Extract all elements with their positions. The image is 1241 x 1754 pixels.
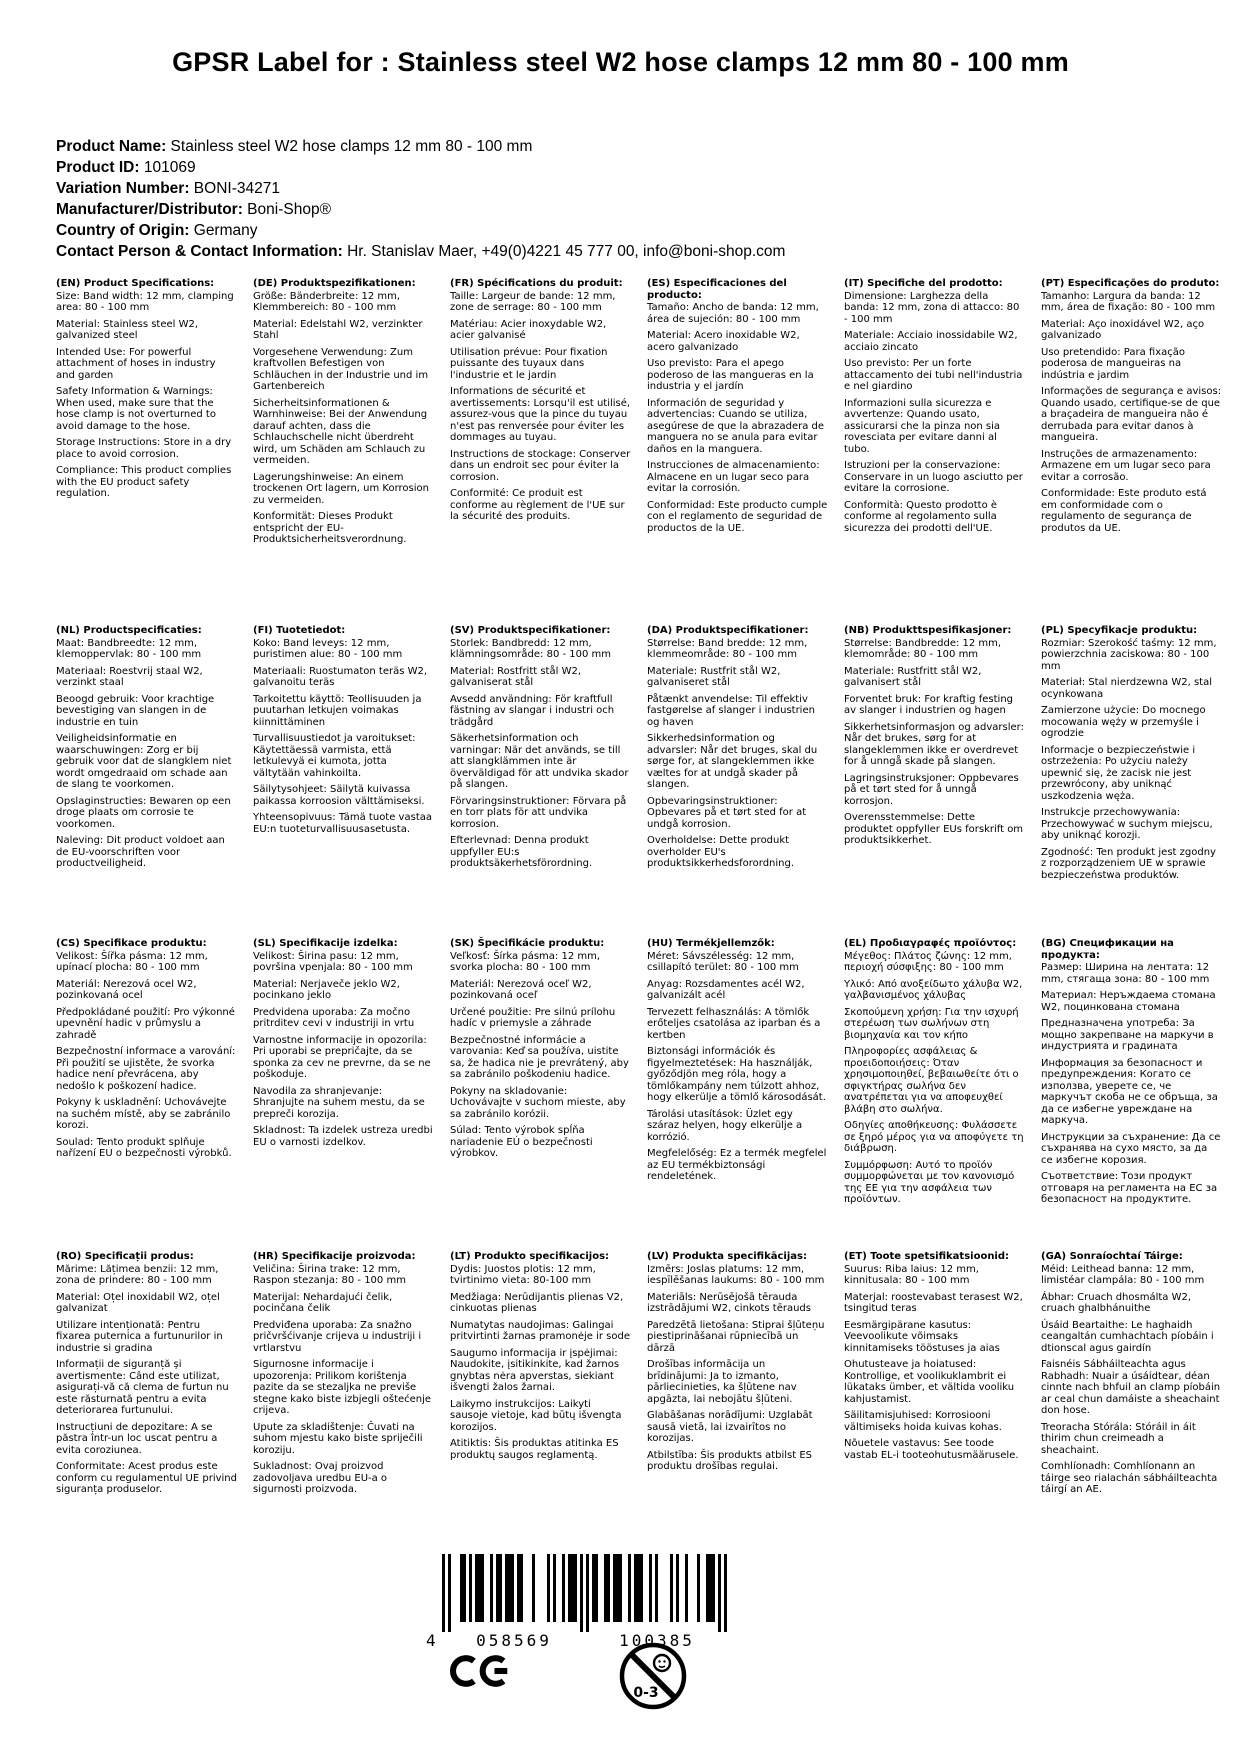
spec-paragraph: Size: Band width: 12 mm, clamping area: 80 - 100 mm: [56, 290, 234, 313]
spec-block-nb: [844, 625, 1025, 852]
spec-paragraph: Größe: Bänderbreite: 12 mm, Klemmbereich: 80 - 100 mm: [253, 290, 401, 313]
spec-block-hu: [647, 938, 828, 1188]
spec-block-header: (PL) Specyfikacje produktu:: [1041, 625, 1198, 636]
spec-block-header: (DE) Produktspezifikationen:: [253, 278, 416, 289]
spec-paragraph: Forventet bruk: For kraftig festing av slanger i industrien og hagen: [844, 693, 1014, 716]
spec-paragraph: Compliance: This product complies with the EU product safety regulation.: [56, 465, 232, 499]
spec-paragraph: Naleving: Dit product voldoet aan de EU-voorschriften voor productveiligheid.: [56, 835, 225, 869]
spec-paragraph: Intended Use: For powerful attachment of hoses in industry and garden: [56, 346, 216, 381]
product-info-label: Manufacturer/Distributor:: [56, 201, 243, 218]
spec-block-lv: [647, 1251, 828, 1478]
spec-block-header: (EL) Προδιαγραφές προϊόντος:: [844, 938, 1017, 949]
page-title: GPSR Label for : Stainless steel W2 hose clamps 12 mm 80 - 100 mm: [172, 47, 1069, 77]
spec-paragraph: Taille: Largeur de bande: 12 mm, zone de serrage: 80 - 100 mm: [450, 290, 616, 313]
spec-paragraph: Материал: Неръждаема стомана W2, поцинкована стомана: [1041, 990, 1216, 1013]
spec-block-header: (DA) Produktspecifikationer:: [647, 625, 809, 636]
spec-paragraph: Drošības informācija un brīdinājumi: Ja to izmanto, pārliecinieties, ka šļūtene nav apgāzta, lai nebojātu šļūteni.: [647, 1359, 797, 1405]
spec-block-header: (PT) Especificações do produto:: [1041, 278, 1220, 289]
spec-block-pt: [1041, 278, 1222, 539]
product-info-row: [56, 136, 785, 157]
spec-row-1: [56, 278, 1241, 551]
spec-paragraph: Faisnéis Sábháilteachta agus Rabhadh: Nuair a úsáidtear, déan cinnte nach bhfuil an clamp píobáin ar ceal chun damáiste a sheachaint don hose.: [1041, 1359, 1221, 1416]
product-info-value: BONI-34271: [189, 180, 280, 197]
spec-block-cs: [56, 938, 237, 1165]
spec-paragraph: Säilytysohjeet: Säilytä kuivassa paikassa korroosion välttämiseksi.: [253, 784, 425, 807]
age-warning-label: 0-3: [633, 1685, 659, 1701]
spec-paragraph: Suurus: Riba laius: 12 mm, kinnitusala: 80 - 100 mm: [844, 1263, 979, 1286]
spec-paragraph: Material: Stainless steel W2, galvanized steel: [56, 318, 199, 341]
spec-paragraph: Zgodność: Ten produkt jest zgodny z rozporządzeniem UE w sprawie bezpieczeństwa produktów.: [1041, 846, 1216, 881]
barcode-digit-first: 4: [426, 1631, 439, 1650]
spec-block-header: (NB) Produkttspesifikasjoner:: [844, 625, 1012, 636]
ce-mark-icon: [450, 1648, 512, 1698]
spec-paragraph: Medžiaga: Nerūdijantis plienas V2, cinkuotas plienas: [450, 1291, 624, 1314]
spec-paragraph: Glabāšanas norādījumi: Uzglabāt sausā vietā, lai izvairītos no korozijas.: [647, 1410, 813, 1444]
spec-paragraph: Πληροφορίες ασφάλειας & προειδοποιήσεις: Όταν χρησιμοποιηθεί, βεβαιωθείτε ότι ο σφιγκτήρας σωλήνα δεν ανατρέπεται για να αποφευχθεί βλάβη στο σωλήνα.: [844, 1046, 1019, 1115]
product-info-row: [56, 220, 785, 241]
spec-paragraph: Materijal: Nehardajući čelik, pocinčana čelik: [253, 1291, 393, 1314]
barcode-bars: [442, 1554, 727, 1632]
spec-block-header: (EN) Product Specifications:: [56, 278, 215, 289]
spec-paragraph: Veiligheidsinformatie en waarschuwingen: Zorg er bij gebruik voor dat de slangklem niet wordt omgedraaid om schade aan de slang te voorkomen.: [56, 733, 232, 790]
spec-paragraph: Bezpečnostné informácie a varovania: Keď sa používa, uistite sa, že hadica nie je prevrátený, aby sa zabránilo poškodeniu hadice.: [450, 1034, 629, 1080]
product-info: [56, 136, 785, 262]
spec-block-header: (ET) Toote spetsifikatsioonid:: [844, 1251, 1010, 1262]
spec-block-header: (ES) Especificaciones del producto:: [647, 278, 787, 301]
product-info-row: [56, 241, 785, 262]
spec-paragraph: Conformidade: Este produto está em conformidade com o regulamento de segurança de produtos da UE.: [1041, 488, 1207, 534]
spec-paragraph: Laikymo instrukcijos: Laikyti sausoje vietoje, kad būtų išvengta korozijos.: [450, 1398, 622, 1433]
spec-paragraph: Størrelse: Band bredde: 12 mm, klemmeområde: 80 - 100 mm: [647, 637, 808, 660]
spec-paragraph: Sicherheitsinformationen & Warnhinweise: Bei der Anwendung darauf achten, dass die Schlauchschelle nicht überdreht wird, um Schäden am Schlauch zu vermeiden.: [253, 397, 428, 466]
spec-paragraph: Biztonsági információk és figyelmeztetések: Ha használják, győződjön meg róla, hogy a tömlőkampány nem túlzott ahhoz, hogy elkerülje a tömlő károsodását.: [647, 1046, 826, 1103]
product-info-row: [56, 178, 785, 199]
spec-paragraph: Conformidad: Este producto cumple con el reglamento de seguridad de productos de la UE.: [647, 499, 828, 534]
spec-paragraph: Μέγεθος: Πλάτος ζώνης: 12 mm, περιοχή σύσφιξης: 80 - 100 mm: [844, 950, 1012, 973]
spec-block-fi: [253, 625, 434, 840]
spec-paragraph: Συμμόρφωση: Αυτό το προϊόν συμμορφώνεται με τον κανονισμό της ΕΕ για την ασφάλεια των προϊόντων.: [844, 1159, 1015, 1205]
spec-paragraph: Vorgesehene Verwendung: Zum kraftvollen Befestigen von Schläuchen in der Industrie und im Gartenbereich: [253, 346, 429, 392]
spec-paragraph: Bezpečnostní informace a varování: Při použití se ujistěte, že svorka hadice není převrácena, aby nedošlo k poškození hadice.: [56, 1046, 236, 1092]
spec-paragraph: Material: Aço inoxidável W2, aço galvanizado: [1041, 318, 1205, 341]
spec-paragraph: Materiaal: Roestvrij staal W2, verzinkt staal: [56, 665, 203, 688]
spec-paragraph: Säkerhetsinformation och varningar: När det används, se till att slangklämmen inte är överväldigad för att undvika skador på slangen.: [450, 733, 629, 790]
spec-paragraph: Conformitate: Acest produs este conform cu regulamentul UE privind siguranța produselor.: [56, 1461, 237, 1495]
spec-block-ro: [56, 1251, 237, 1501]
spec-block-sl: [253, 938, 434, 1153]
spec-row-3: [56, 938, 1241, 1211]
spec-block-header: (CS) Specifikace produktu:: [56, 938, 207, 949]
spec-block-et: [844, 1251, 1025, 1466]
spec-block-sk: [450, 938, 631, 1165]
product-info-label: Product Name:: [56, 138, 167, 155]
product-info-row: [56, 199, 785, 220]
spec-paragraph: Overensstemmelse: Dette produktet oppfyller EUs forskrift om produktsikkerhet.: [844, 812, 1024, 846]
spec-paragraph: Comhlíonadh: Comhlíonann an táirge seo rialachán sábháilteachta táirgí an AE.: [1041, 1461, 1218, 1495]
spec-paragraph: Съответствие: Този продукт отговаря на регламента на ЕС за безопасност на продуктите.: [1041, 1171, 1218, 1205]
spec-paragraph: Informations de sécurité et avertissements: Lorsqu'il est utilisé, assurez-vous que la pince du tuyau n'est pas renversée pour éviter les dommages au tuyau.: [450, 386, 631, 443]
spec-block-header: (FI) Tuotetiedot:: [253, 625, 346, 636]
spec-paragraph: Uso previsto: Para el apego poderoso de las mangueras en la industria y el jardín: [647, 358, 814, 392]
spec-paragraph: Размер: Ширина на лентата: 12 mm, стягаща зона: 80 - 100 mm: [1041, 962, 1210, 985]
spec-paragraph: Υλικό: Από ανοξείδωτο χάλυβα W2, γαλβανισμένος χάλυβας: [844, 978, 1023, 1001]
spec-paragraph: Påtænkt anvendelse: Til effektiv fastgørelse af slanger i industrien og haven: [647, 693, 815, 728]
spec-paragraph: Numatytas naudojimas: Galingai pritvirtinti žarnas pramonėje ir sode: [450, 1319, 630, 1342]
spec-paragraph: Инструкции за съхранение: Да се съхранява на сухо място, за да се избегне корозия.: [1041, 1131, 1221, 1166]
spec-paragraph: Sukladnost: Ovaj proizvod zadovoljava uredbu EU-a o sigurnosti proizvoda.: [253, 1461, 388, 1495]
spec-paragraph: Overholdelse: Dette produkt overholder EU's produktsikkerhedsforordning.: [647, 835, 795, 869]
product-info-label: Country of Origin:: [56, 222, 190, 239]
spec-paragraph: Ábhar: Cruach dhosmálta W2, cruach ghalbhánuithe: [1041, 1291, 1192, 1314]
spec-paragraph: Zamierzone użycie: Do mocnego mocowania węży w przemyśle i ogrodzie: [1041, 705, 1206, 739]
spec-paragraph: Velikost: Širina pasu: 12 mm, površina vpenjala: 80 - 100 mm: [253, 950, 413, 973]
spec-paragraph: Beoogd gebruik: Voor krachtige bevestiging van slangen in de industrie en tuin: [56, 693, 215, 728]
spec-paragraph: Méid: Leithead banna: 12 mm, limistéar clampála: 80 - 100 mm: [1041, 1263, 1205, 1286]
product-info-label: Contact Person & Contact Information:: [56, 243, 343, 260]
spec-paragraph: Предназначена употреба: За мощно закрепване на маркучи в индустрията и градината: [1041, 1018, 1214, 1052]
spec-block-header: (FR) Spécifications du produit:: [450, 278, 623, 289]
spec-block-nl: [56, 625, 237, 875]
spec-paragraph: Instructions de stockage: Conserver dans un endroit sec pour éviter la corrosion.: [450, 448, 631, 483]
spec-paragraph: Materjal: roostevabast terasest W2, tsingitud teras: [844, 1291, 1023, 1314]
spec-block-da: [647, 625, 828, 875]
spec-paragraph: Størrelse: Bandbredde: 12 mm, klemområde: 80 - 100 mm: [844, 637, 1002, 660]
spec-paragraph: Avsedd användning: För kraftfull fästning av slangar i industri och trädgård: [450, 693, 615, 728]
spec-paragraph: Tamanho: Largura da banda: 12 mm, área de fixação: 80 - 100 mm: [1041, 290, 1216, 313]
spec-paragraph: Navodila za shranjevanje: Shranjujte na suhem mestu, da se prepreči korozija.: [253, 1085, 425, 1120]
spec-paragraph: Dimensione: Larghezza della banda: 12 mm, zona di attacco: 80 - 100 mm: [844, 290, 1020, 325]
spec-block-header: (BG) Спецификации на продукта:: [1041, 938, 1174, 961]
spec-paragraph: Tárolási utasítások: Üzlet egy száraz helyen, hogy elkerülje a korrózió.: [647, 1108, 803, 1143]
spec-paragraph: Yhteensopivuus: Tämä tuote vastaa EU:n tuoteturvallisuusasetusta.: [253, 812, 432, 835]
spec-block-header: (SV) Produktspecifikationer:: [450, 625, 611, 636]
product-info-value: Boni-Shop®: [242, 201, 331, 218]
spec-block-header: (GA) Sonraíochtaí Táirge:: [1041, 1251, 1183, 1262]
spec-block-en: [56, 278, 237, 505]
spec-paragraph: Lagerungshinweise: An einem trockenen Ort lagern, um Korrosion zu vermeiden.: [253, 471, 429, 506]
spec-paragraph: Veľkosť: Šírka pásma: 12 mm, svorka plocha: 80 - 100 mm: [450, 950, 601, 973]
spec-paragraph: Nõuetele vastavus: See toode vastab EL-i tooteohutusmäärusele.: [844, 1438, 1019, 1461]
spec-paragraph: Soulad: Tento produkt splňuje nařízení EU o bezpečnosti výrobků.: [56, 1136, 232, 1159]
spec-paragraph: Paredzētā lietošana: Stiprai šļūteņu piestiprināšanai rūpniecībā un dārzā: [647, 1319, 825, 1354]
spec-block-header: (LT) Produkto specifikacijos:: [450, 1251, 610, 1262]
spec-paragraph: Atitiktis: Šis produktas atitinka ES produktų saugos reglamentą.: [450, 1438, 619, 1461]
spec-paragraph: Информация за безопасност и предупреждения: Когато се използва, уверете се, че маркучът скоба не се обръща, за да се избегне увреждане на маркуча.: [1041, 1057, 1218, 1126]
spec-paragraph: Konformität: Dieses Produkt entspricht der EU-Produktsicherheitsverordnung.: [253, 511, 407, 545]
spec-paragraph: Megfelelőség: Ez a termék megfelel az EU termékbiztonsági rendeletének.: [647, 1148, 827, 1182]
spec-paragraph: Istruzioni per la conservazione: Conservare in un luogo asciutto per evitare la corrosione.: [844, 460, 1023, 494]
spec-paragraph: Informacje o bezpieczeństwie i ostrzeżenia: Po użyciu należy upewnić się, że zacisk nie jest przewrócony, aby uniknąć uszkodzenia węża.: [1041, 744, 1196, 802]
spec-paragraph: Utilisation prévue: Pour fixation puissante des tuyaux dans l'industrie et le jardin: [450, 346, 608, 381]
spec-block-header: (SK) Špecifikácie produktu:: [450, 938, 605, 949]
spec-paragraph: Matériau: Acier inoxydable W2, acier galvanisé: [450, 318, 607, 341]
spec-block-header: (IT) Specifiche del prodotto:: [844, 278, 1003, 289]
spec-paragraph: Koko: Band leveys: 12 mm, puristimen alue: 80 - 100 mm: [253, 637, 403, 660]
spec-paragraph: Sikkerhetsinformasjon og advarsler: Når det brukes, sørg for at slangeklemmen ikke er overdrevet for å unngå skade på slangen.: [844, 721, 1024, 767]
spec-paragraph: Tarkoitettu käyttö: Teollisuuden ja puutarhan letkujen voimakas kiinnittäminen: [253, 693, 422, 728]
spec-paragraph: Skladnost: Ta izdelek ustreza uredbi EU o varnosti izdelkov.: [253, 1125, 433, 1148]
spec-paragraph: Utilizare intenționată: Pentru fixarea puternica a furtunurilor in industrie si gradina: [56, 1319, 223, 1354]
product-info-value: 101069: [139, 159, 196, 176]
spec-paragraph: Veličina: Širina trake: 12 mm, Raspon stezanja: 80 - 100 mm: [253, 1263, 406, 1286]
spec-paragraph: Οδηγίες αποθήκευσης: Φυλάσσετε σε ξηρό μέρος για να αποφύγετε τη διάβρωση.: [844, 1120, 1024, 1154]
spec-block-de: [253, 278, 434, 551]
spec-paragraph: Předpokládané použití: Pro výkonné upevnění hadic v průmyslu a zahradě: [56, 1006, 235, 1041]
spec-block-bg: [1041, 938, 1222, 1211]
spec-paragraph: Materiale: Acciaio inossidabile W2, acciaio zincato: [844, 330, 1018, 353]
spec-paragraph: Predviđena uporaba: Za snažno pričvršćivanje crijeva u industriji i vrtlarstvu: [253, 1319, 422, 1354]
spec-paragraph: Mărime: Lățimea benzii: 12 mm, zona de prindere: 80 - 100 mm: [56, 1263, 219, 1286]
product-info-label: Variation Number:: [56, 180, 190, 197]
spec-paragraph: Material: Nerjaveče jeklo W2, pocinkano jeklo: [253, 978, 400, 1001]
spec-row-4: [56, 1251, 1241, 1501]
spec-paragraph: Eesmärgipärane kasutus: Veevoolikute võimsaks kinnitamiseks tööstuses ja aias: [844, 1319, 1000, 1354]
spec-paragraph: Información de seguridad y advertencias: Cuando se utiliza, asegúrese de que la abrazadera de manguera no se anula para evitar daños en la manguera.: [647, 397, 825, 455]
spec-paragraph: Tervezett felhasználás: A tömlők erőteljes csatolása az iparban és a kertben: [647, 1006, 821, 1041]
spec-paragraph: Maat: Bandbreedte: 12 mm, klemoppervlak: 80 - 100 mm: [56, 637, 202, 660]
spec-paragraph: Säilitamisjuhised: Korrosiooni vältimiseks hoida kuivas kohas.: [844, 1410, 1002, 1433]
spec-block-pl: [1041, 625, 1222, 886]
spec-paragraph: Materiaali: Ruostumaton teräs W2, galvanoitu teräs: [253, 665, 428, 688]
spec-block-sv: [450, 625, 631, 875]
product-info-value: Hr. Stanislav Maer, +49(0)4221 45 777 00, info@boni-shop.com: [342, 243, 786, 260]
spec-block-es: [647, 278, 828, 539]
spec-paragraph: Velikost: Šířka pásma: 12 mm, upínací plocha: 80 - 100 mm: [56, 950, 208, 973]
spec-paragraph: Materiale: Rustfritt stål W2, galvanisert stål: [844, 665, 982, 688]
spec-paragraph: Varnostne informacije in opozorila: Pri uporabi se prepričajte, da se sponka za cev ne prevrne, da se ne poškoduje.: [253, 1034, 431, 1080]
spec-paragraph: Material: Edelstahl W2, verzinkter Stahl: [253, 318, 423, 341]
spec-block-fr: [450, 278, 631, 528]
spec-block-lt: [450, 1251, 631, 1466]
spec-paragraph: Izmērs: Joslas platums: 12 mm, iespīlēšanas laukums: 80 - 100 mm: [647, 1263, 825, 1286]
spec-paragraph: Instruções de armazenamento: Armazene em um lugar seco para evitar a corrosão.: [1041, 448, 1211, 483]
spec-paragraph: Σκοπούμενη χρήση: Για την ισχυρή στερέωση των σωλήνων στη βιομηχανία και τον κήπο: [844, 1006, 1019, 1041]
age-warning-0-3-icon: [618, 1641, 688, 1715]
spec-paragraph: Förvaringsinstruktioner: Förvara på en torr plats för att undvika korrosion.: [450, 795, 627, 830]
spec-paragraph: Materiāls: Nerūsējošā tērauda izstrādājumi W2, cinkots tērauds: [647, 1291, 811, 1314]
spec-paragraph: Material: Rostfritt stål W2, galvaniserat stål: [450, 665, 581, 688]
spec-paragraph: Safety Information & Warnings: When used, make sure that the hose clamp is not overturned to avoid damage to the hose.: [56, 386, 216, 432]
spec-paragraph: Pokyny na skladovanie: Uchovávajte v suchom mieste, aby sa zabránilo korózii.: [450, 1085, 626, 1120]
barcode-digits-left: 058569: [476, 1631, 552, 1650]
spec-paragraph: Materiale: Rustfrit stål W2, galvaniseret stål: [647, 665, 781, 688]
spec-block-header: (NL) Productspecificaties:: [56, 625, 202, 636]
spec-paragraph: Ohutusteave ja hoiatused: Kontrollige, et voolikuklambrit ei lükataks ümber, et vältida vooliku kahjustamist.: [844, 1359, 1015, 1405]
spec-block-header: (HU) Termékjellemzők:: [647, 938, 775, 949]
spec-block-header: (LV) Produkta specifikācijas:: [647, 1251, 807, 1262]
spec-paragraph: Materiál: Nerezová ocel W2, pozinkovaná ocel: [56, 978, 197, 1001]
product-info-value: Stainless steel W2 hose clamps 12 mm 80 - 100 mm: [166, 138, 533, 155]
spec-paragraph: Pokyny k uskladnění: Uchovávejte na suchém místě, aby se zabránilo korozi.: [56, 1097, 231, 1131]
spec-paragraph: Turvallisuustiedot ja varoitukset: Käytettäessä varmista, että letkulevyä ei kumota, jotta vältytään vahinkoilta.: [253, 733, 416, 779]
spec-block-header: (HR) Specifikacije proizvoda:: [253, 1251, 416, 1262]
spec-paragraph: Conformité: Ce produit est conforme au règlement de l'UE sur la sécurité des produits.: [450, 488, 625, 522]
spec-paragraph: Anyag: Rozsdamentes acél W2, galvanizált acél: [647, 978, 805, 1001]
spec-paragraph: Upute za skladištenje: Čuvati na suhom mjestu kako biste spriječili koroziju.: [253, 1421, 423, 1456]
spec-block-hr: [253, 1251, 434, 1501]
spec-paragraph: Treoracha Stórála: Stóráil in áit thirim chun creimeadh a sheachaint.: [1041, 1421, 1196, 1456]
spec-paragraph: Material: Oțel inoxidabil W2, oțel galvanizat: [56, 1291, 220, 1314]
spec-paragraph: Atbilstība: Šis produkts atbilst ES produktu drošības regulai.: [647, 1449, 813, 1472]
spec-paragraph: Určené použitie: Pre silnú prílohu hadíc v priemysle a záhrade: [450, 1006, 616, 1029]
spec-paragraph: Saugumo informacija ir įspėjimai: Naudokite, įsitikinkite, kad žarnos gnybtas nėra apverstas, siekiant išvengti žalos žarnai.: [450, 1347, 620, 1393]
spec-paragraph: Sikkerhedsinformation og advarsler: Når det bruges, skal du sørge for, at slangeklemmen ikke væltes for at undgå skader på slangen.: [647, 733, 818, 790]
spec-paragraph: Efterlevnad: Denna produkt uppfyller EU:s produktsäkerhetsförordning.: [450, 835, 593, 869]
spec-block-header: (SL) Specifikacije izdelka:: [253, 938, 398, 949]
spec-paragraph: Opslaginstructies: Bewaren op een droge plaats om corrosie te voorkomen.: [56, 795, 231, 830]
spec-paragraph: Conformità: Questo prodotto è conforme al regolamento sulla sicurezza dei prodotti dell'UE.: [844, 499, 998, 534]
spec-paragraph: Sigurnosne informacije i upozorenja: Prilikom korištenja pazite da se stezaljka ne previše stegne kako biste izbjegli oštećenje crijeva.: [253, 1359, 432, 1416]
spec-paragraph: Méret: Sávszélesség: 12 mm, csillapító terület: 80 - 100 mm: [647, 950, 799, 973]
spec-paragraph: Material: Acero inoxidable W2, acero galvanizado: [647, 330, 800, 353]
baby-face-glyph: [654, 1655, 670, 1671]
spec-paragraph: Instrukcje przechowywania: Przechowywać w suchym miejscu, aby uniknąć korozji.: [1041, 807, 1213, 841]
spec-block-el: [844, 938, 1025, 1211]
spec-paragraph: Informações de segurança e avisos: Quando usado, certifique-se de que a braçadeira de mangueira não é derrubada para evitar danos à mangueira.: [1041, 386, 1222, 443]
product-info-value: Germany: [189, 222, 258, 239]
spec-paragraph: Uso previsto: Per un forte attaccamento dei tubi nell'industria e nel giardino: [844, 358, 1023, 392]
product-info-row: [56, 157, 785, 178]
spec-paragraph: Rozmiar: Szerokość taśmy: 12 mm, powierzchnia zaciskowa: 80 - 100 mm: [1041, 637, 1217, 672]
spec-paragraph: Informații de siguranță și avertismente: Când este utilizat, asigurați-vă că clema de furtun nu este răsturnată pentru a evita deteriorarea furtunului.: [56, 1359, 229, 1416]
spec-paragraph: Úsáid Beartaithe: Le haghaidh ceangaltán cumhachtach píobáin i dtionscal agus gairdín: [1041, 1319, 1214, 1354]
spec-paragraph: Predvidena uporaba: Za močno pritrditev cevi v industriji in vrtu: [253, 1006, 415, 1029]
spec-paragraph: Opbevaringsinstruktioner: Opbevares på et tørt sted for at undgå korrosion.: [647, 795, 807, 830]
ean13-barcode: [424, 1554, 736, 1650]
spec-paragraph: Storlek: Bandbredd: 12 mm, klämningsområde: 80 - 100 mm: [450, 637, 612, 660]
spec-paragraph: Storage Instructions: Store in a dry place to avoid corrosion.: [56, 437, 232, 460]
spec-block-ga: [1041, 1251, 1222, 1501]
spec-paragraph: Instrucțiuni de depozitare: A se păstra într-un loc uscat pentru a evita coroziunea.: [56, 1421, 218, 1456]
spec-paragraph: Instrucciones de almacenamiento: Almacene en un lugar seco para evitar la corrosión.: [647, 460, 820, 494]
spec-paragraph: Materiál: Nerezová oceľ W2, pozinkovaná oceľ: [450, 978, 592, 1001]
spec-paragraph: Lagringsinstruksjoner: Oppbevares på et tørt sted for å unngå korrosjon.: [844, 772, 1019, 807]
spec-block-it: [844, 278, 1025, 539]
spec-paragraph: Uso pretendido: Para fixação poderosa de mangueiras na indústria e jardim: [1041, 346, 1185, 381]
spec-paragraph: Materiał: Stal nierdzewna W2, stal ocynkowana: [1041, 677, 1213, 700]
barcode-digits-right: 100385: [619, 1631, 695, 1650]
spec-paragraph: Dydis: Juostos plotis: 12 mm, tvirtinimo vieta: 80-100 mm: [450, 1263, 596, 1286]
spec-paragraph: Informazioni sulla sicurezza e avvertenze: Quando usato, assicurarsi che la pinza non sia rovesciata per evitare danni al tubo.: [844, 397, 1001, 455]
spec-block-header: (RO) Specificații produs:: [56, 1251, 194, 1262]
spec-row-2: [56, 625, 1241, 886]
product-info-label: Product ID:: [56, 159, 140, 176]
spec-paragraph: Súlad: Tento výrobok spĺňa nariadenie EÚ o bezpečnosti výrobkov.: [450, 1125, 593, 1159]
spec-paragraph: Tamaño: Ancho de banda: 12 mm, área de sujeción: 80 - 100 mm: [647, 302, 819, 325]
